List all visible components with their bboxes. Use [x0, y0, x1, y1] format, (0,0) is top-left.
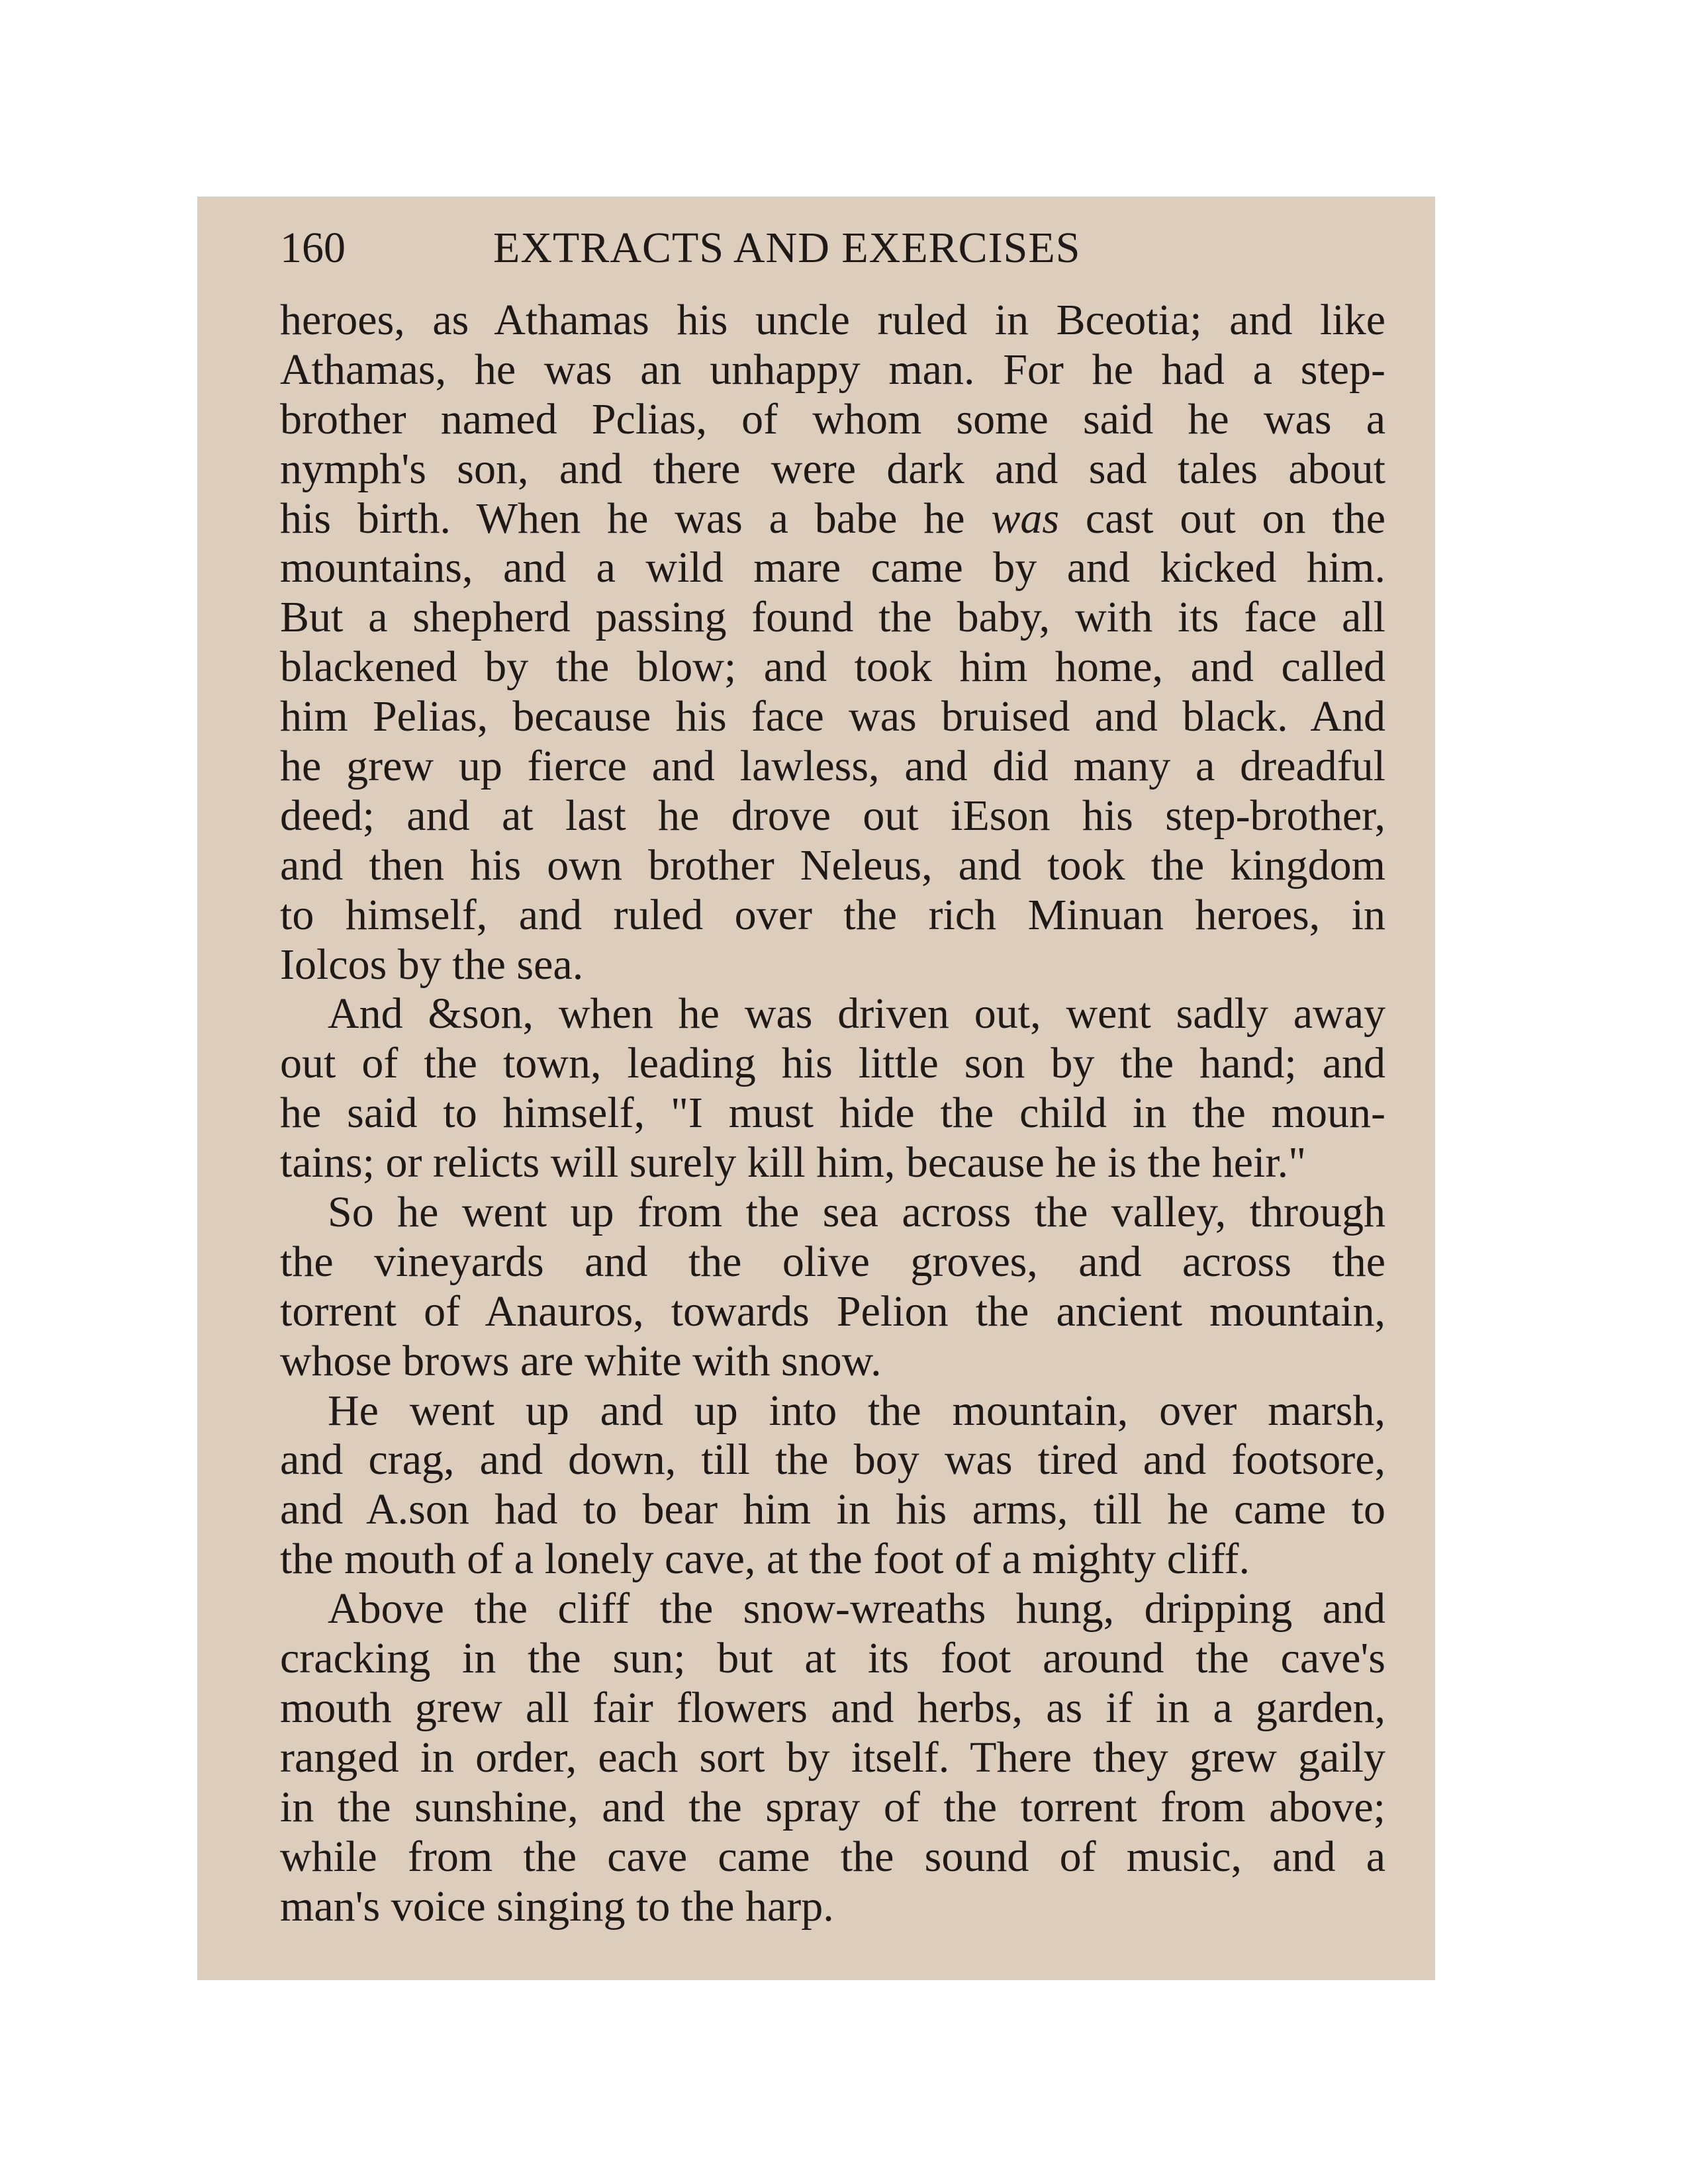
text-line [280, 494, 1385, 544]
text-line: So he went up from the sea across the valley, through [328, 1188, 1385, 1237]
text-line: him Pelias, because his face was bruised and black. And [280, 692, 1385, 741]
text-line: Iolcos by the sea. [280, 940, 584, 989]
text-line: deed; and at last he drove out iEson his step-brother, [280, 791, 1385, 840]
text-line: ranged in order, each sort by itself. There they grew gaily [280, 1733, 1385, 1782]
text-line: cracking in the sun; but at its foot around the cave's [280, 1634, 1385, 1683]
text-line: he grew up fierce and lawless, and did many a dreadful [280, 742, 1385, 791]
page-panel [197, 197, 1435, 1980]
text-line: mountains, and a wild mare came by and kicked him. [280, 543, 1385, 592]
text-line: out of the town, leading his little son by the hand; and [280, 1039, 1385, 1088]
text-line: while from the cave came the sound of music, and a [280, 1832, 1385, 1881]
italic-word: was [991, 494, 1060, 543]
text-line: brother named Pclias, of whom some said he was a [280, 394, 1385, 443]
text-line: Above the cliff the snow-wreaths hung, dripping and [328, 1584, 1385, 1633]
text-line: nymph's son, and there were dark and sad tales about [280, 444, 1385, 493]
text-line: whose brows are white with snow. [280, 1336, 882, 1385]
text-line: and then his own brother Neleus, and took the kingdom [280, 841, 1385, 889]
text-line: But a shepherd passing found the baby, with its face all [280, 593, 1385, 642]
text-line: blackened by the blow; and took him home, and called [280, 643, 1385, 692]
text-line: mouth grew all fair flowers and herbs, as if in a garden, [280, 1683, 1385, 1732]
page-header [280, 222, 1385, 275]
text-line: the mouth of a lonely cave, at the foot of a mighty cliff. [280, 1535, 1250, 1584]
text-run: cast out on the [1059, 494, 1385, 543]
text-line: and A.son had to bear him in his arms, till he came to [280, 1485, 1385, 1534]
page-number: 160 [280, 224, 346, 272]
text-line: Athamas, he was an unhappy man. For he had a step- [280, 345, 1385, 394]
text-line: to himself, and ruled over the rich Minuan heroes, in [280, 890, 1385, 939]
text-line: torrent of Anauros, towards Pelion the ancient mountain, [280, 1287, 1385, 1336]
body-text [280, 296, 1385, 1931]
text-line: he said to himself, "I must hide the child in the moun- [280, 1089, 1385, 1138]
text-line: He went up and up into the mountain, over marsh, [328, 1386, 1385, 1435]
text-line: heroes, as Athamas his uncle ruled in Bceotia; and like [280, 296, 1385, 344]
text-line: and crag, and down, till the boy was tired and footsore, [280, 1435, 1385, 1484]
text-line: tains; or relicts will surely kill him, because he is the heir." [280, 1138, 1307, 1187]
text-line: in the sunshine, and the spray of the torrent from above; [280, 1782, 1385, 1831]
text-run: his birth. When he was a babe he [280, 494, 992, 543]
running-title: EXTRACTS AND EXERCISES [493, 224, 1081, 272]
text-line: the vineyards and the olive groves, and across the [280, 1237, 1385, 1286]
text-line: And &son, when he was driven out, went sadly away [328, 989, 1385, 1038]
text-line: man's voice singing to the harp. [280, 1882, 834, 1931]
